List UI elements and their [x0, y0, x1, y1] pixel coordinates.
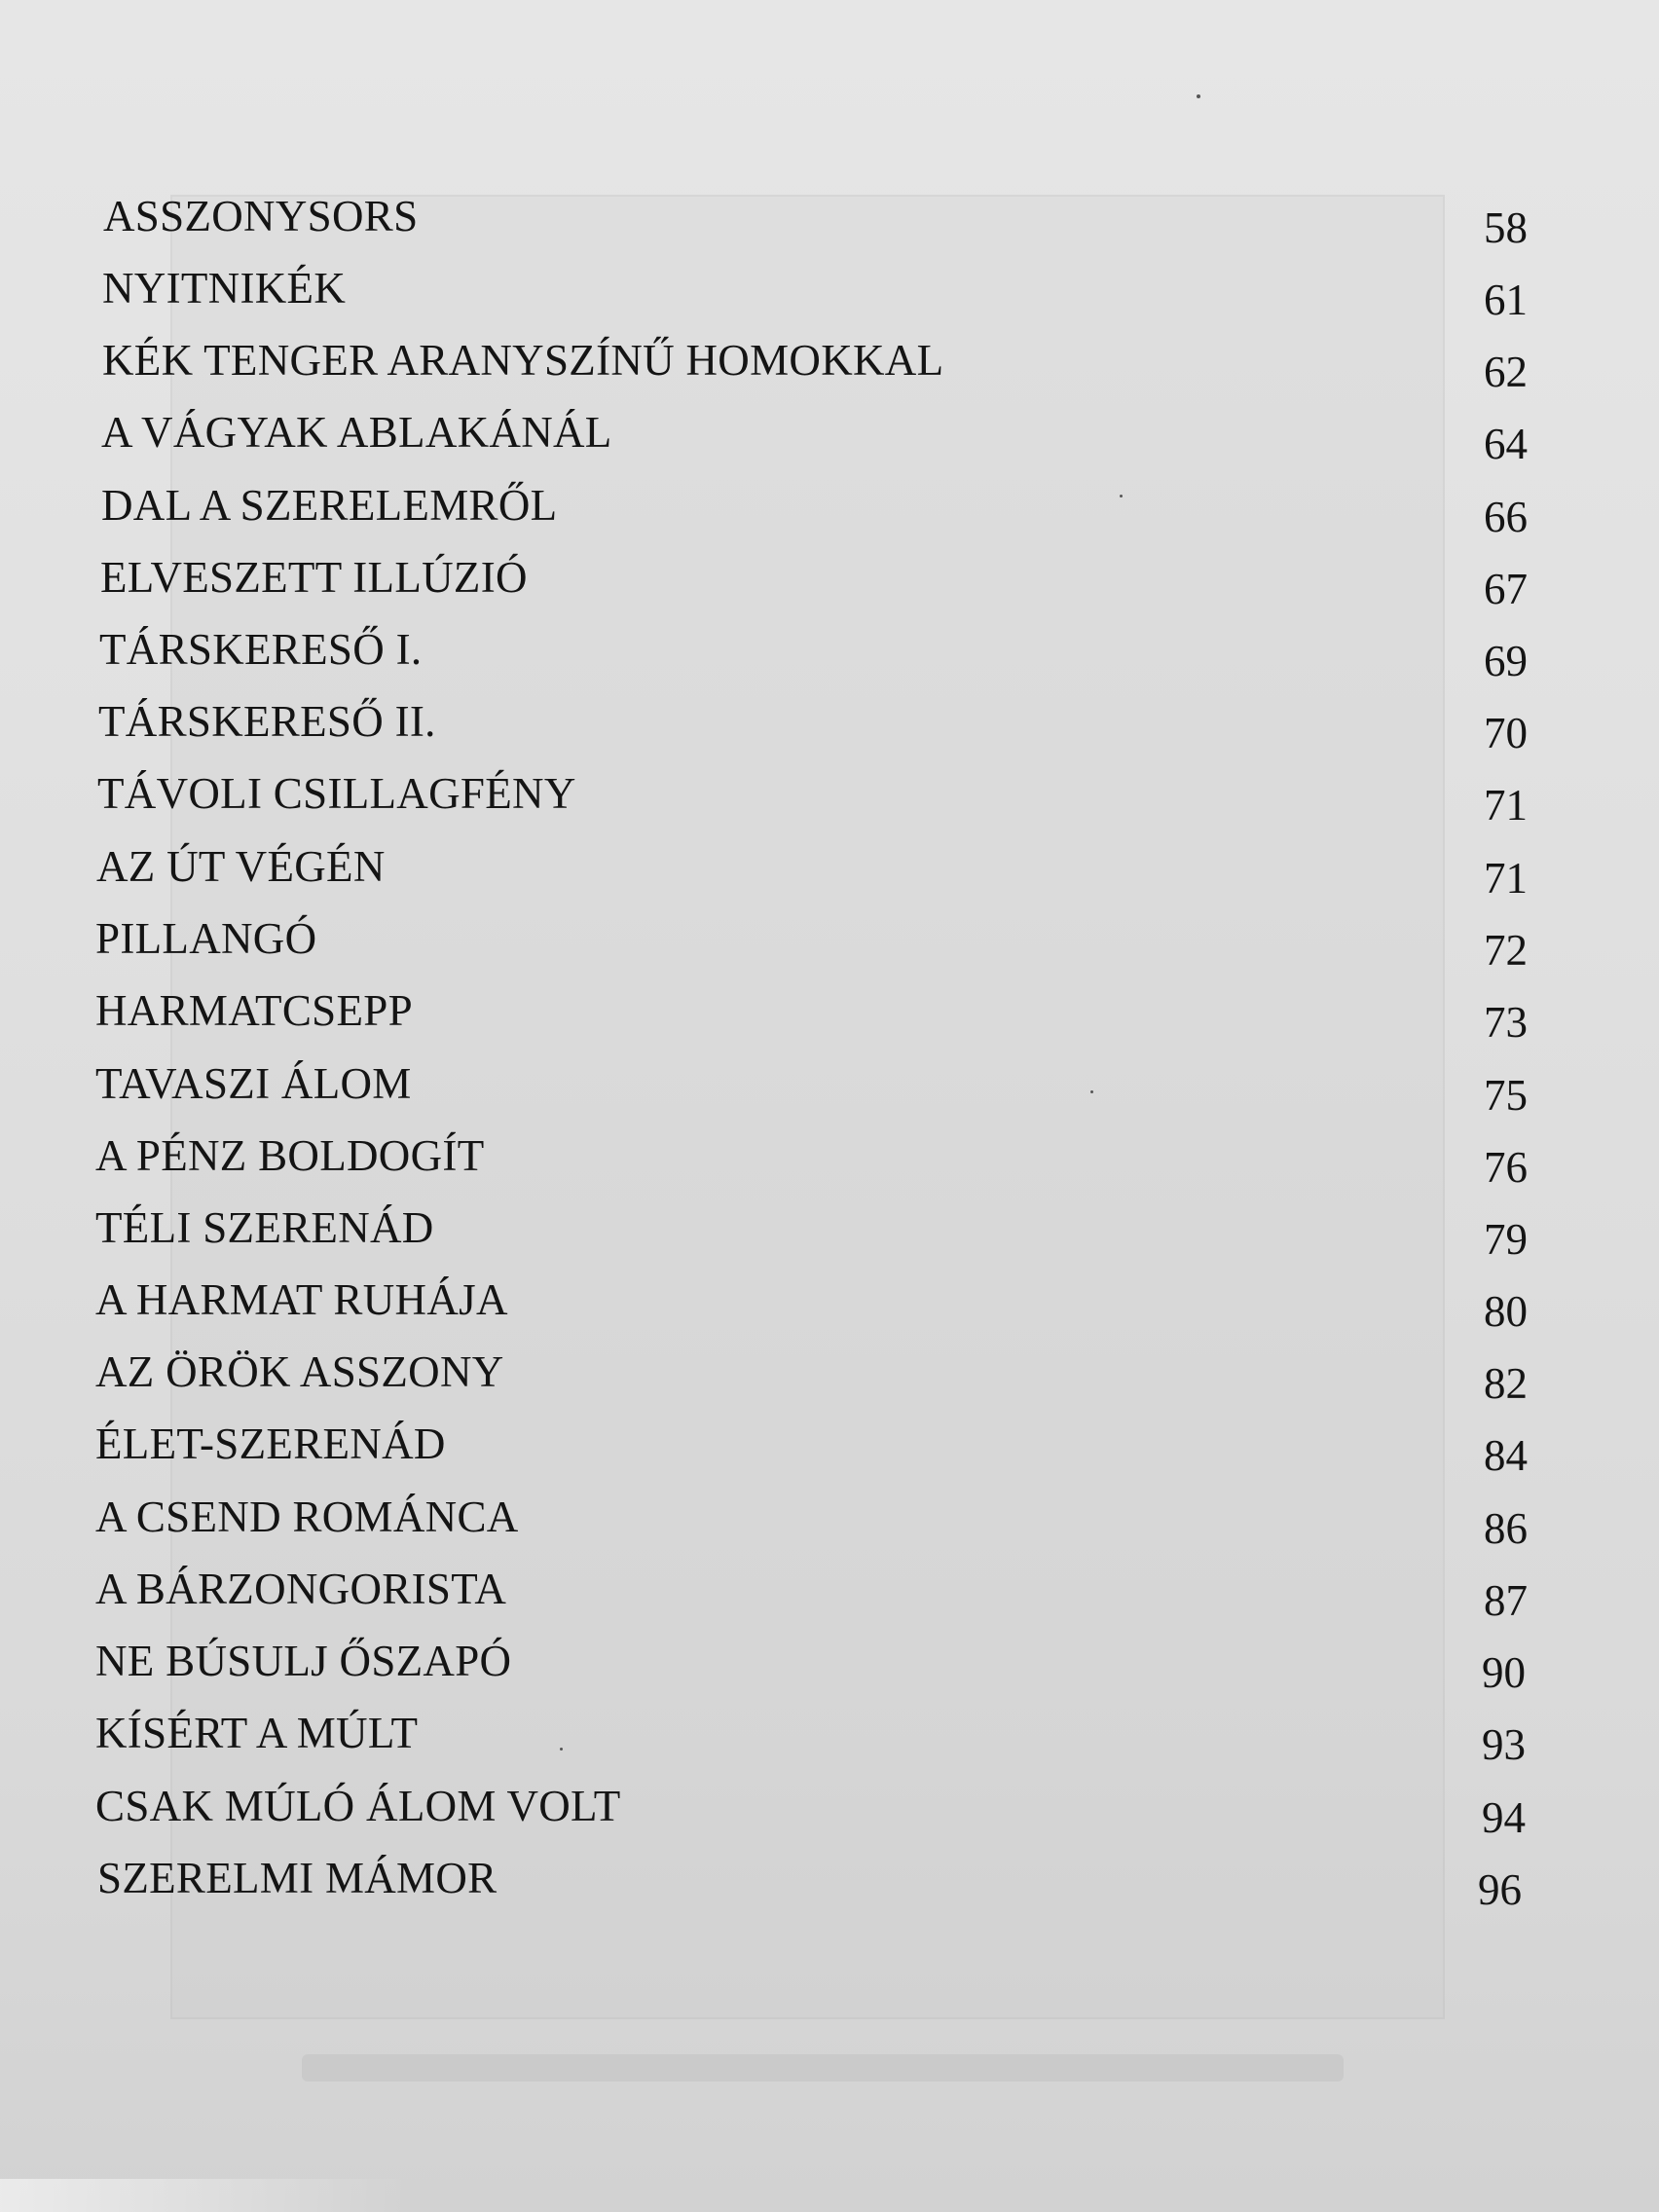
toc-entry-page: 72: [1484, 926, 1528, 975]
toc-entry-title: AZ ÖRÖK ASSZONY: [95, 1347, 504, 1396]
toc-entry-page: 86: [1484, 1504, 1528, 1553]
toc-entry-title: DAL A SZERELEMRŐL: [101, 481, 558, 530]
toc-entry-page: 93: [1482, 1720, 1526, 1769]
toc-entry: [0, 1203, 1659, 1281]
toc-entry-title: A BÁRZONGORISTA: [95, 1565, 507, 1613]
toc-entry-title: CSAK MÚLÓ ÁLOM VOLT: [95, 1782, 621, 1830]
toc-entry-page: 73: [1484, 998, 1528, 1047]
toc-entry-title: TÁRSKERESŐ I.: [99, 625, 423, 674]
toc-entry: [0, 625, 1659, 703]
toc-entry-title: A PÉNZ BOLDOGÍT: [95, 1131, 485, 1180]
toc-entry-title: PILLANGÓ: [95, 914, 317, 963]
toc-entry-title: TAVASZI ÁLOM: [95, 1059, 412, 1108]
toc-entry-page: 71: [1484, 854, 1528, 903]
toc-entry-title: HARMATCSEPP: [95, 986, 413, 1035]
toc-entry-title: KÉK TENGER ARANYSZÍNŰ HOMOKKAL: [102, 336, 944, 385]
toc-entry-page: 90: [1482, 1648, 1526, 1697]
toc-entry: [0, 697, 1659, 775]
toc-entry: [0, 1565, 1659, 1642]
toc-entry-page: 96: [1478, 1865, 1522, 1914]
toc-entry-page: 64: [1484, 420, 1528, 468]
toc-entry: [0, 842, 1659, 920]
toc-entry-title: SZERELMI MÁMOR: [97, 1854, 498, 1902]
toc-entry-title: A VÁGYAK ABLAKÁNÁL: [101, 408, 612, 457]
toc-entry-title: AZ ÚT VÉGÉN: [96, 842, 386, 891]
toc-entry-title: TÁVOLI CSILLAGFÉNY: [97, 769, 576, 818]
toc-entry: [0, 1059, 1659, 1137]
toc-entry: [0, 408, 1659, 486]
toc-entry: [0, 192, 1659, 270]
toc-entry: [0, 1637, 1659, 1714]
toc-entry: [0, 264, 1659, 342]
toc-entry: [0, 1782, 1659, 1860]
toc-entry-page: 80: [1484, 1287, 1528, 1336]
toc-entry-page: 75: [1484, 1071, 1528, 1120]
toc-entry-title: ASSZONYSORS: [103, 192, 419, 240]
toc-entry: [0, 986, 1659, 1064]
toc-entry: [0, 481, 1659, 559]
toc-entry-page: 79: [1484, 1215, 1528, 1264]
toc-entry-title: ÉLET-SZERENÁD: [95, 1419, 446, 1468]
toc-entry-page: 69: [1484, 637, 1528, 685]
toc-entry: [0, 914, 1659, 992]
toc-entry-page: 62: [1484, 348, 1528, 396]
toc-entry-title: A HARMAT RUHÁJA: [95, 1275, 508, 1324]
toc-entry-title: KÍSÉRT A MÚLT: [95, 1709, 419, 1757]
toc-entry: [0, 553, 1659, 631]
toc-entry: [0, 1709, 1659, 1787]
toc-entry-page: 87: [1484, 1576, 1528, 1625]
toc-entry-page: 82: [1484, 1359, 1528, 1408]
toc-entry-title: A CSEND ROMÁNCA: [95, 1493, 519, 1541]
toc-entry: [0, 1419, 1659, 1497]
toc-entry-title: NE BÚSULJ ŐSZAPÓ: [95, 1637, 512, 1685]
toc-entry-page: 76: [1484, 1143, 1528, 1192]
toc-entry-title: NYITNIKÉK: [102, 264, 347, 313]
toc-entry: [0, 336, 1659, 414]
toc-entry: [0, 1131, 1659, 1209]
toc-entry-page: 71: [1484, 781, 1528, 830]
toc-entry-page: 61: [1484, 276, 1528, 324]
corner-watermark: [0, 2179, 409, 2212]
toc-entry-page: 94: [1482, 1793, 1526, 1842]
toc-entry: [0, 1493, 1659, 1570]
toc-entry-page: 67: [1484, 565, 1528, 613]
toc-entry: [0, 1347, 1659, 1425]
toc-entry-page: 84: [1484, 1431, 1528, 1480]
toc-entry: [0, 1854, 1659, 1932]
toc-entry: [0, 1275, 1659, 1353]
toc-entry: [0, 769, 1659, 847]
toc-entry-page: 70: [1484, 709, 1528, 757]
toc-entry-page: 66: [1484, 493, 1528, 541]
toc-entry-title: TÁRSKERESŐ II.: [98, 697, 436, 746]
toc-entry-title: TÉLI SZERENÁD: [95, 1203, 434, 1252]
toc-entry-page: 58: [1484, 203, 1528, 252]
toc-entry-title: ELVESZETT ILLÚZIÓ: [100, 553, 528, 602]
